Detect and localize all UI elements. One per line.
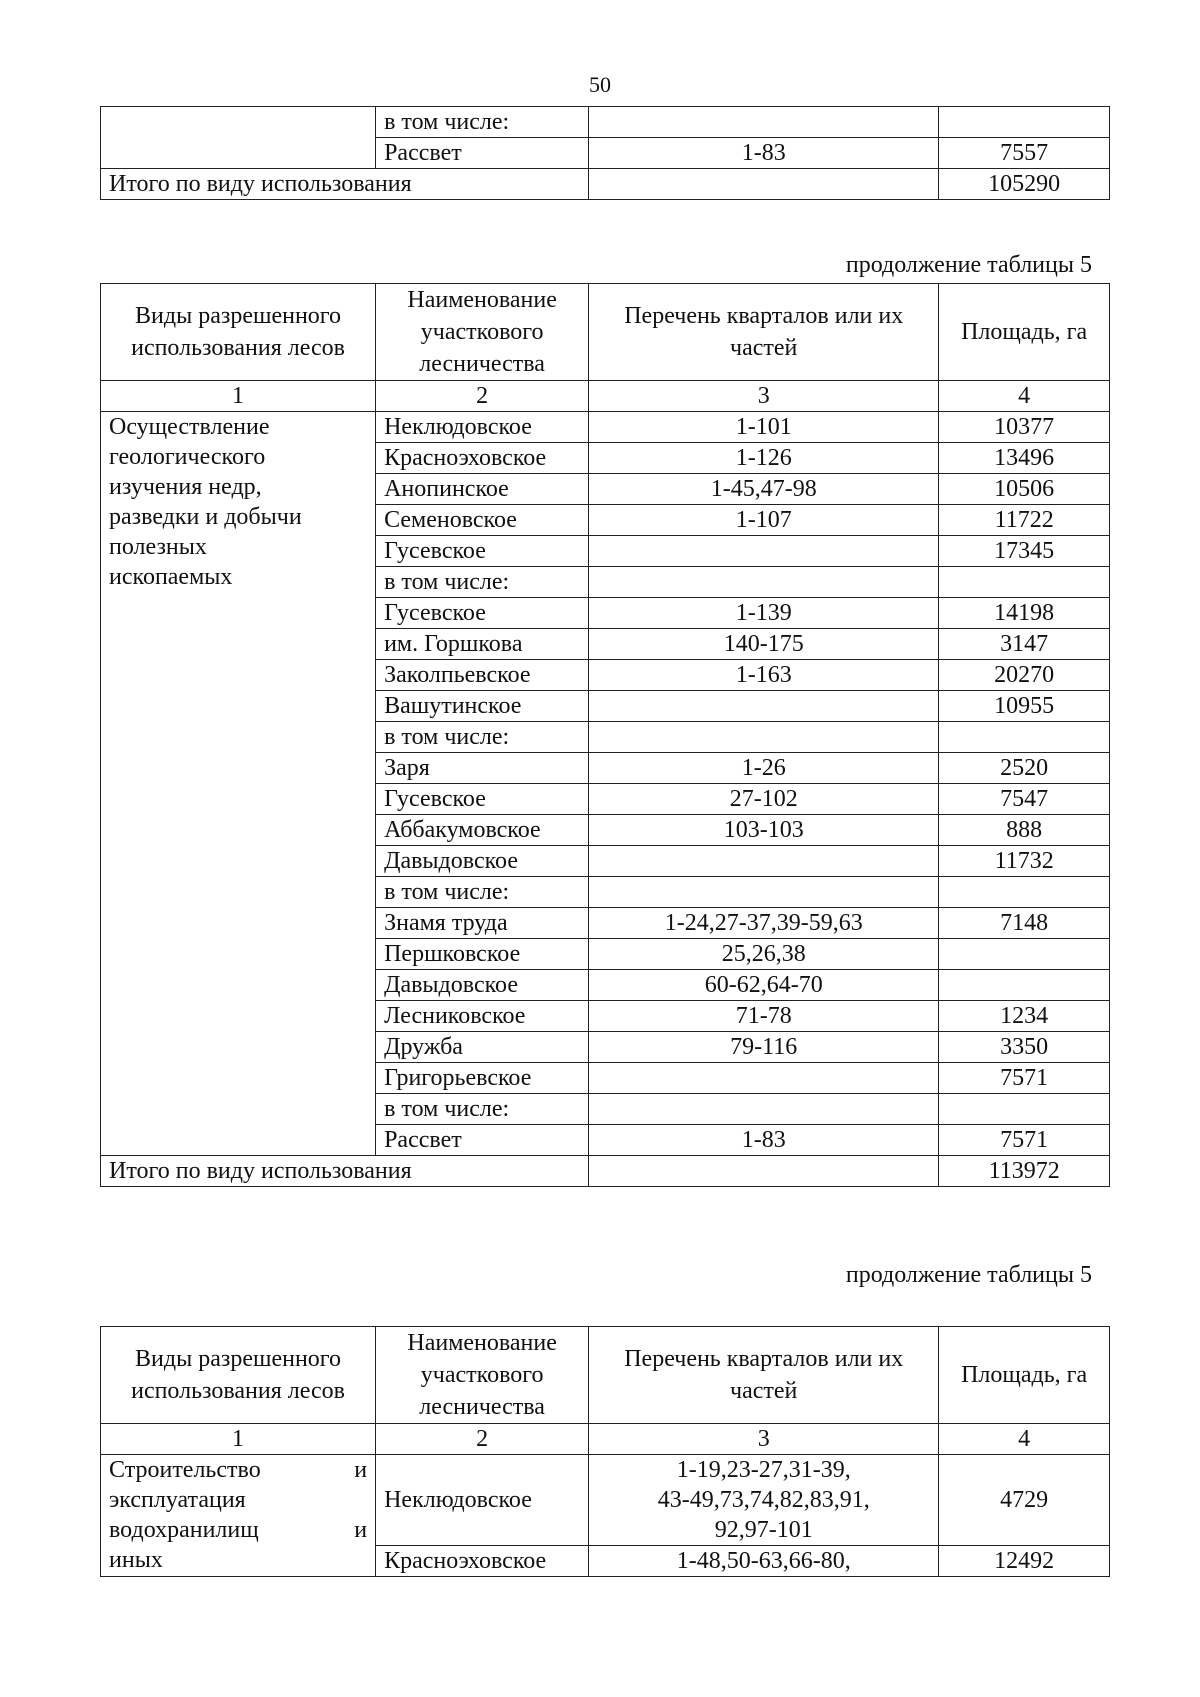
quarters-cell (589, 1546, 939, 1577)
area-cell (939, 970, 1110, 1001)
forestry-cell: Неклюдовское (376, 1455, 589, 1546)
table-bottom (100, 1326, 1110, 1577)
forestry-cell: Давыдовское (376, 970, 589, 1001)
use-type-line: изучения недр, (109, 474, 262, 500)
table-caption: продолжение таблицы 5 (845, 252, 1092, 278)
forestry-cell: Вашутинское (376, 691, 589, 722)
use-type-line: разведки и добычи (109, 504, 302, 530)
quarters-cell (589, 722, 939, 753)
use-type-line (109, 1515, 367, 1545)
forestry-cell: Рассвет (376, 138, 589, 169)
quarters-cell: 1-126 (589, 443, 939, 474)
column-number: 2 (376, 1424, 589, 1455)
area-cell: 7571 (939, 1125, 1110, 1156)
forestry-cell: Заря (376, 753, 589, 784)
forestry-cell: в том числе: (376, 722, 589, 753)
quarters-cell: 1-24,27-37,39-59,63 (589, 908, 939, 939)
column-number-row (101, 381, 1110, 412)
table-row (101, 412, 1110, 443)
quarters-cell: 1-45,47-98 (589, 474, 939, 505)
header-quarters: Перечень кварталов или их частей (589, 284, 939, 381)
quarters-cell: 1-163 (589, 660, 939, 691)
quarters-cell: 71-78 (589, 1001, 939, 1032)
column-number: 4 (939, 381, 1110, 412)
quarters-cell (589, 107, 939, 138)
column-number: 2 (376, 381, 589, 412)
quarters-cell (589, 877, 939, 908)
forestry-cell: Рассвет (376, 1125, 589, 1156)
forestry-cell: Григорьевское (376, 1063, 589, 1094)
quarters-cell: 103-103 (589, 815, 939, 846)
forestry-cell: Першковское (376, 939, 589, 970)
forestry-cell: Аббакумовское (376, 815, 589, 846)
use-type-line: геологического (109, 444, 266, 470)
page-number: 50 (589, 72, 611, 97)
forestry-cell: Неклюдовское (376, 412, 589, 443)
use-type-line (109, 1455, 367, 1485)
forestry-cell: Гусевское (376, 536, 589, 567)
forestry-cell: им. Горшкова (376, 629, 589, 660)
area-cell: 13496 (939, 443, 1110, 474)
area-cell: 20270 (939, 660, 1110, 691)
total-row (101, 1156, 1110, 1187)
forestry-cell: Гусевское (376, 598, 589, 629)
quarters-cell: 1-107 (589, 505, 939, 536)
quarters-cell: 140-175 (589, 629, 939, 660)
quarters-cell: 60-62,64-70 (589, 970, 939, 1001)
column-number: 1 (101, 1424, 376, 1455)
use-type-word: и (354, 1457, 368, 1483)
quarters-cell: 27-102 (589, 784, 939, 815)
forestry-cell: Красноэховское (376, 443, 589, 474)
column-number: 1 (101, 381, 376, 412)
forestry-cell: Красноэховское (376, 1546, 589, 1577)
use-type-cell (101, 412, 376, 1156)
table-middle (100, 283, 1110, 1187)
area-cell (939, 567, 1110, 598)
quarters-cell (589, 1455, 939, 1546)
header-area: Площадь, га (939, 284, 1110, 381)
area-cell (939, 107, 1110, 138)
header-use-type: Виды разрешенного использования лесов (101, 284, 376, 381)
quarters-cell: 1-83 (589, 1125, 939, 1156)
quarters-cell (589, 1063, 939, 1094)
use-type-line: ископаемых (109, 564, 233, 590)
quarters-cell: 1-101 (589, 412, 939, 443)
total-label: Итого по виду использования (101, 169, 589, 200)
column-number: 4 (939, 1424, 1110, 1455)
header-use-type: Виды разрешенного использования лесов (101, 1327, 376, 1424)
area-cell: 7557 (939, 138, 1110, 169)
area-cell: 7571 (939, 1063, 1110, 1094)
forestry-cell: Анопинское (376, 474, 589, 505)
header-area: Площадь, га (939, 1327, 1110, 1424)
table-row (101, 107, 1110, 138)
table-top (100, 106, 1110, 200)
header-forestry: Наименование участкового лесничества (376, 284, 589, 381)
use-type-line: полезных (109, 534, 207, 560)
quarters-cell (589, 1094, 939, 1125)
forestry-cell: Семеновское (376, 505, 589, 536)
quarters-cell: 1-83 (589, 138, 939, 169)
quarters-line: 92,97-101 (714, 1517, 813, 1543)
total-label: Итого по виду использования (101, 1156, 589, 1187)
area-cell: 3147 (939, 629, 1110, 660)
use-type-cell (101, 1455, 376, 1577)
column-number-row (101, 1424, 1110, 1455)
quarters-line: 43-49,73,74,82,83,91, (657, 1487, 870, 1513)
forestry-cell: Знамя труда (376, 908, 589, 939)
quarters-line: 1-19,23-27,31-39, (676, 1457, 851, 1483)
quarters-cell: 1-26 (589, 753, 939, 784)
total-row (101, 169, 1110, 200)
area-cell: 10377 (939, 412, 1110, 443)
area-cell: 1234 (939, 1001, 1110, 1032)
table-row (101, 1455, 1110, 1546)
area-cell: 12492 (939, 1546, 1110, 1577)
forestry-cell: Гусевское (376, 784, 589, 815)
forestry-cell: в том числе: (376, 107, 589, 138)
use-type-line: Осуществление (109, 414, 270, 440)
area-cell: 2520 (939, 753, 1110, 784)
quarters-cell (589, 691, 939, 722)
area-cell (939, 722, 1110, 753)
table-caption: продолжение таблицы 5 (845, 1262, 1092, 1288)
forestry-cell: Лесниковское (376, 1001, 589, 1032)
quarters-cell: 25,26,38 (589, 939, 939, 970)
area-cell: 7547 (939, 784, 1110, 815)
quarters-cell (589, 536, 939, 567)
header-row (101, 284, 1110, 381)
total-area: 113972 (939, 1156, 1110, 1187)
forestry-cell: в том числе: (376, 877, 589, 908)
area-cell: 14198 (939, 598, 1110, 629)
use-type-word: эксплуатация (109, 1487, 246, 1513)
header-row (101, 1327, 1110, 1424)
area-cell (939, 877, 1110, 908)
area-cell: 10506 (939, 474, 1110, 505)
use-type-line (109, 1485, 367, 1515)
use-type-word: иных (109, 1547, 163, 1573)
total-quarters-cell (589, 169, 939, 200)
quarters-line: 1-48,50-63,66-80, (676, 1548, 851, 1574)
area-cell (939, 939, 1110, 970)
column-number: 3 (589, 381, 939, 412)
area-cell: 7148 (939, 908, 1110, 939)
use-type-cell (101, 107, 376, 169)
area-cell (939, 1094, 1110, 1125)
quarters-cell: 79-116 (589, 1032, 939, 1063)
area-cell: 4729 (939, 1455, 1110, 1546)
total-area: 105290 (939, 169, 1110, 200)
area-cell: 888 (939, 815, 1110, 846)
area-cell: 3350 (939, 1032, 1110, 1063)
header-quarters: Перечень кварталов или их частей (589, 1327, 939, 1424)
forestry-cell: в том числе: (376, 1094, 589, 1125)
use-type-word: и (354, 1517, 368, 1543)
area-cell: 17345 (939, 536, 1110, 567)
forestry-cell: Дружба (376, 1032, 589, 1063)
forestry-cell: в том числе: (376, 567, 589, 598)
forestry-cell: Заколпьевское (376, 660, 589, 691)
area-cell: 11722 (939, 505, 1110, 536)
quarters-cell (589, 567, 939, 598)
use-type-word: Строительство (109, 1457, 261, 1483)
use-type-line (109, 1545, 367, 1575)
area-cell: 11732 (939, 846, 1110, 877)
total-quarters-cell (589, 1156, 939, 1187)
forestry-cell: Давыдовское (376, 846, 589, 877)
column-number: 3 (589, 1424, 939, 1455)
header-forestry: Наименование участкового лесничества (376, 1327, 589, 1424)
quarters-cell (589, 846, 939, 877)
use-type-word: водохранилищ (109, 1517, 259, 1543)
area-cell: 10955 (939, 691, 1110, 722)
quarters-cell: 1-139 (589, 598, 939, 629)
